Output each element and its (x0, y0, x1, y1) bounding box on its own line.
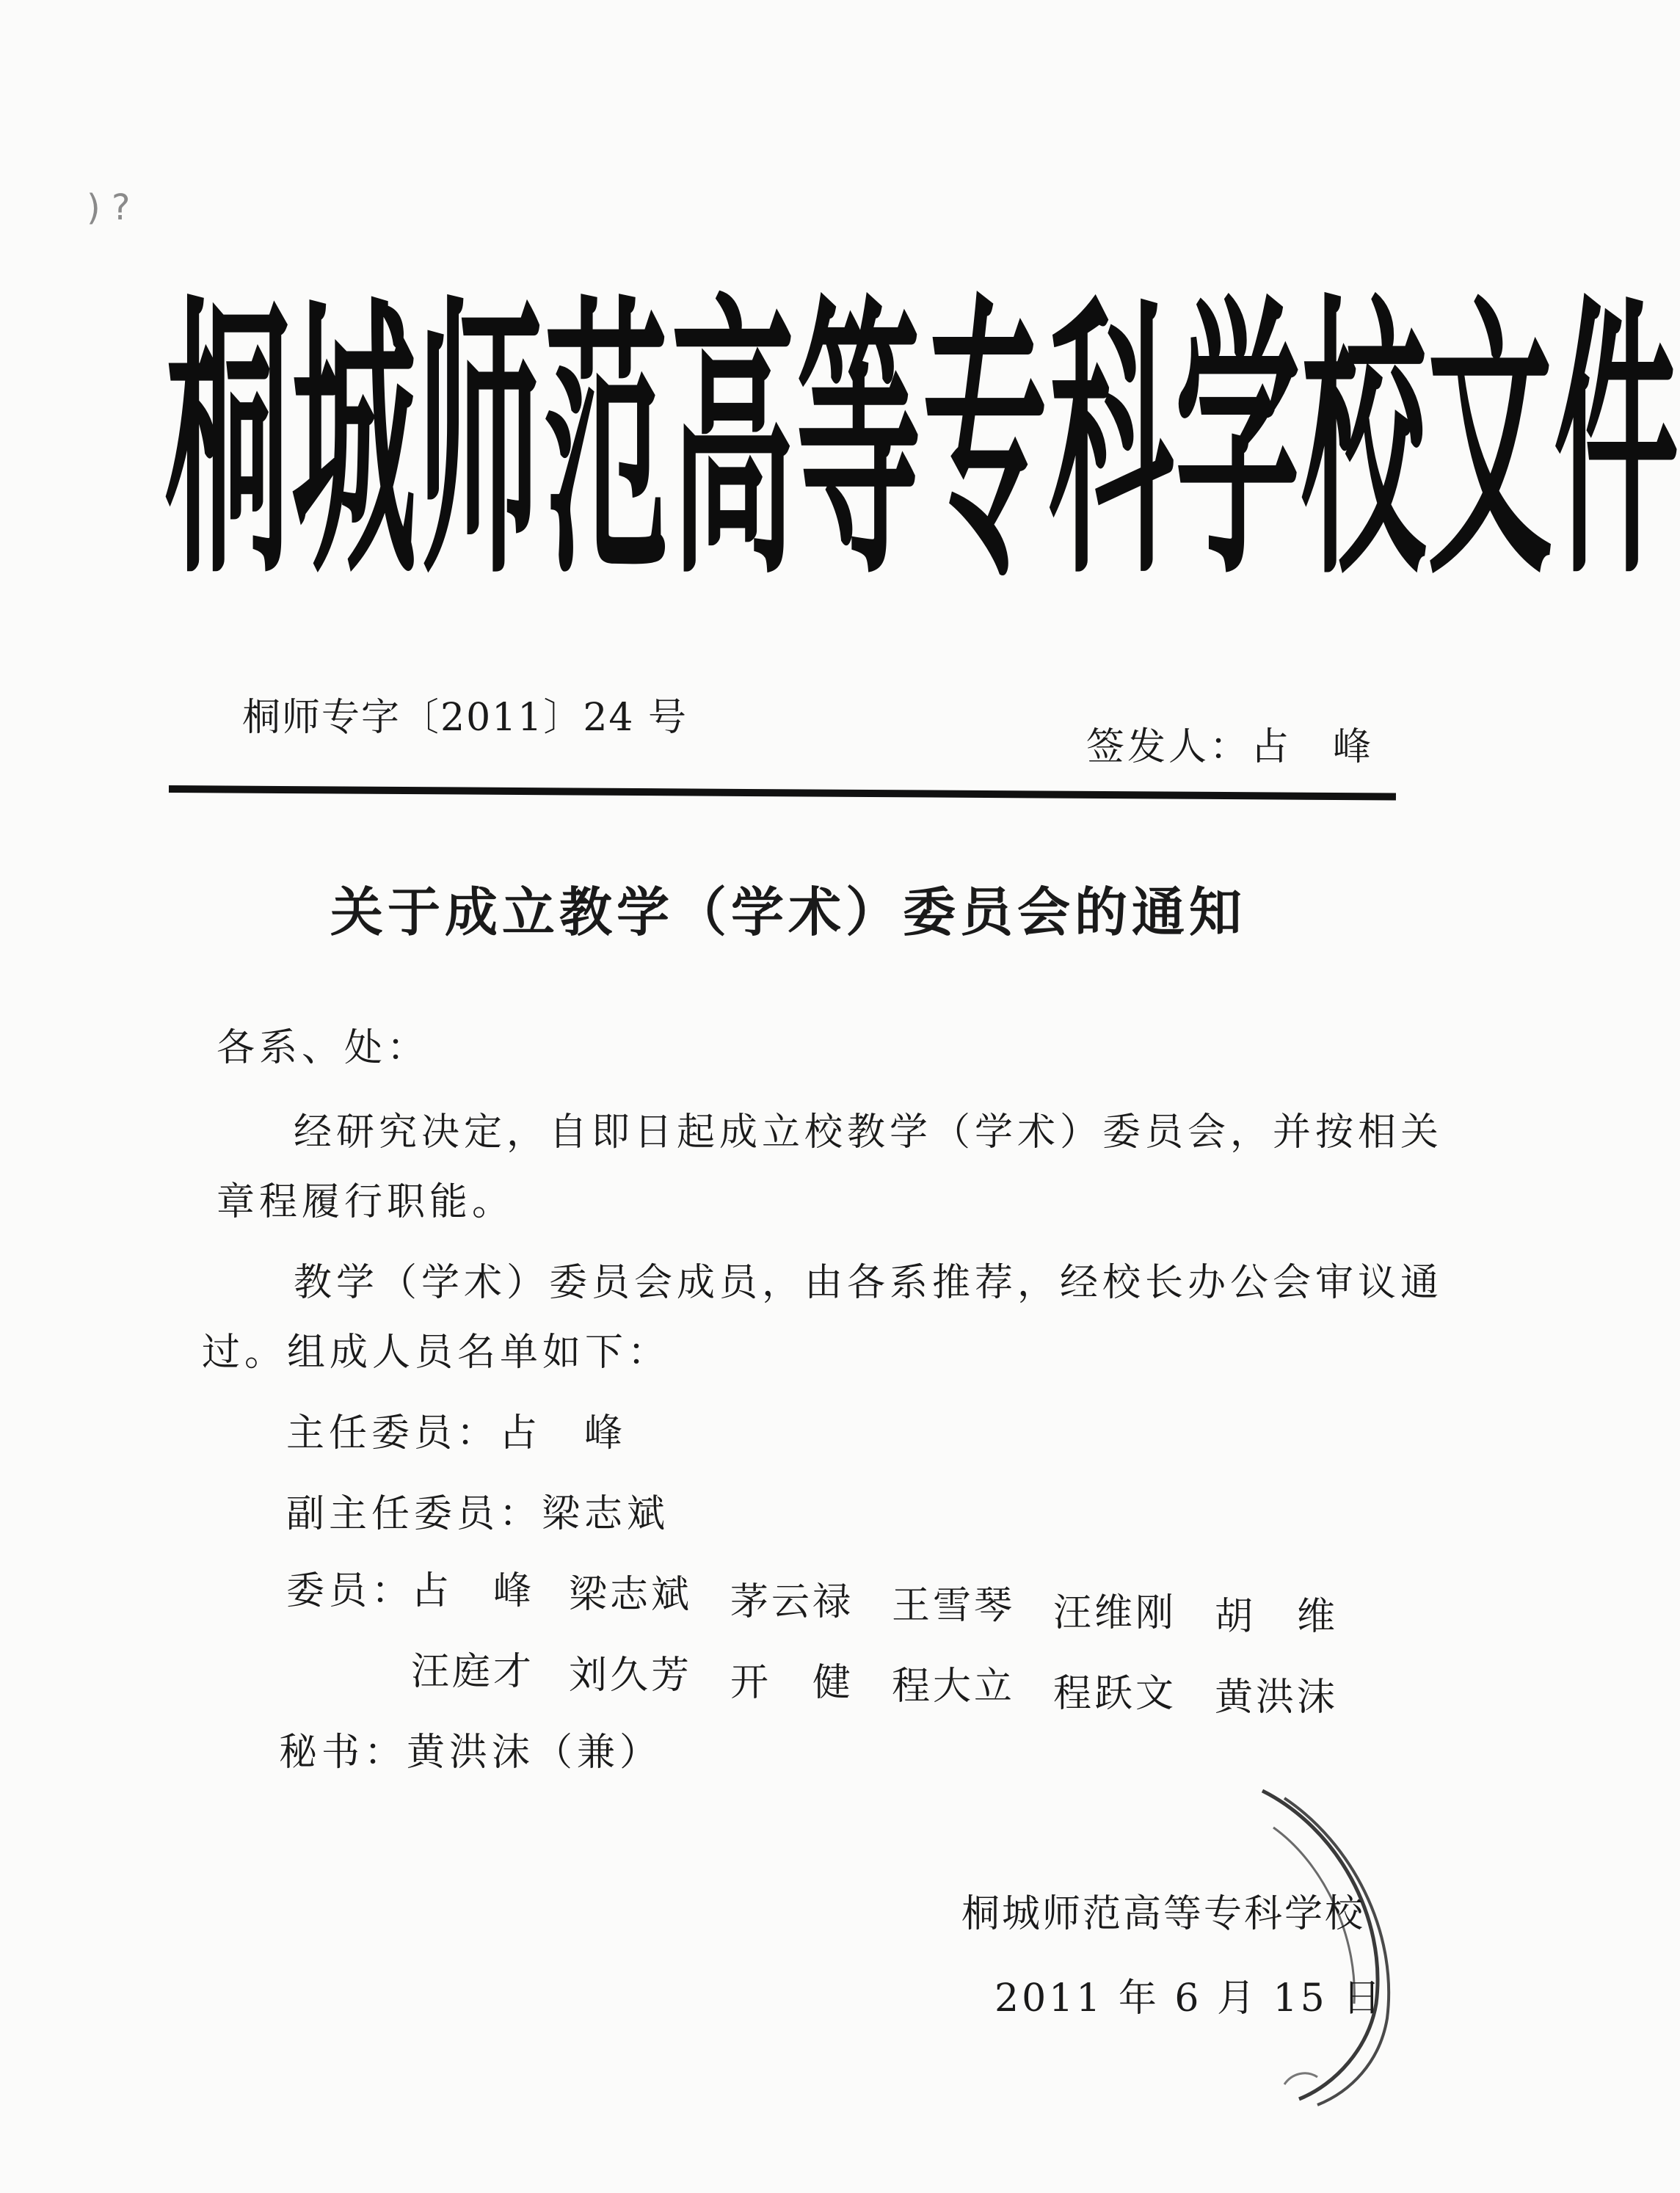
member-name: 程跃文 (1053, 1672, 1177, 1716)
member-name: 王雪琴 (892, 1584, 1016, 1628)
member-name: 胡 维 (1215, 1595, 1339, 1639)
committee-vice-chair: 副主任委员：梁志斌 (286, 1492, 670, 1536)
notice-title: 关于成立教学（学术）委员会的通知 (330, 881, 1247, 943)
member-name: 梁志斌 (569, 1573, 693, 1617)
margin-mark: ) ? (87, 187, 131, 228)
member-name: 刘久芳 (569, 1654, 693, 1698)
committee-chair: 主任委员：占 峰 (286, 1411, 628, 1455)
document-header-text: 桐城师范高等专科学校文件 (165, 273, 1680, 615)
member-name: 汪庭才 (411, 1650, 535, 1694)
document-number: 桐师专字〔2011〕24 号 (242, 696, 688, 740)
committee-members-label: 委员： (286, 1569, 415, 1613)
paragraph-1-line-1: 经研究决定，自即日起成立校教学（学术）委员会，并按相关 (294, 1110, 1444, 1154)
signature-date: 2011 年 6 月 15 日 (994, 1976, 1384, 2021)
document-header (165, 273, 1680, 615)
paragraph-1-line-2: 章程履行职能。 (217, 1180, 515, 1224)
member-name: 开 健 (730, 1661, 854, 1705)
member-name: 汪维刚 (1053, 1591, 1177, 1635)
salutation: 各系、处： (217, 1026, 430, 1070)
seal-stamp (1248, 1783, 1409, 2106)
signature-organization: 桐城师范高等专科学校 (961, 1892, 1366, 1936)
committee-secretary: 秘书：黄洪沫（兼） (279, 1731, 663, 1775)
issuer: 签发人：占 峰 (1086, 725, 1375, 769)
member-name: 程大立 (892, 1665, 1016, 1709)
paragraph-2-line-1: 教学（学术）委员会成员，由各系推荐，经校长办公会审议通 (294, 1261, 1444, 1305)
member-name: 占 峰 (411, 1569, 535, 1613)
member-name: 黄洪沫 (1215, 1676, 1339, 1720)
member-name: 茅云禄 (730, 1580, 854, 1624)
paragraph-2-line-2: 过。组成人员名单如下： (202, 1331, 671, 1375)
